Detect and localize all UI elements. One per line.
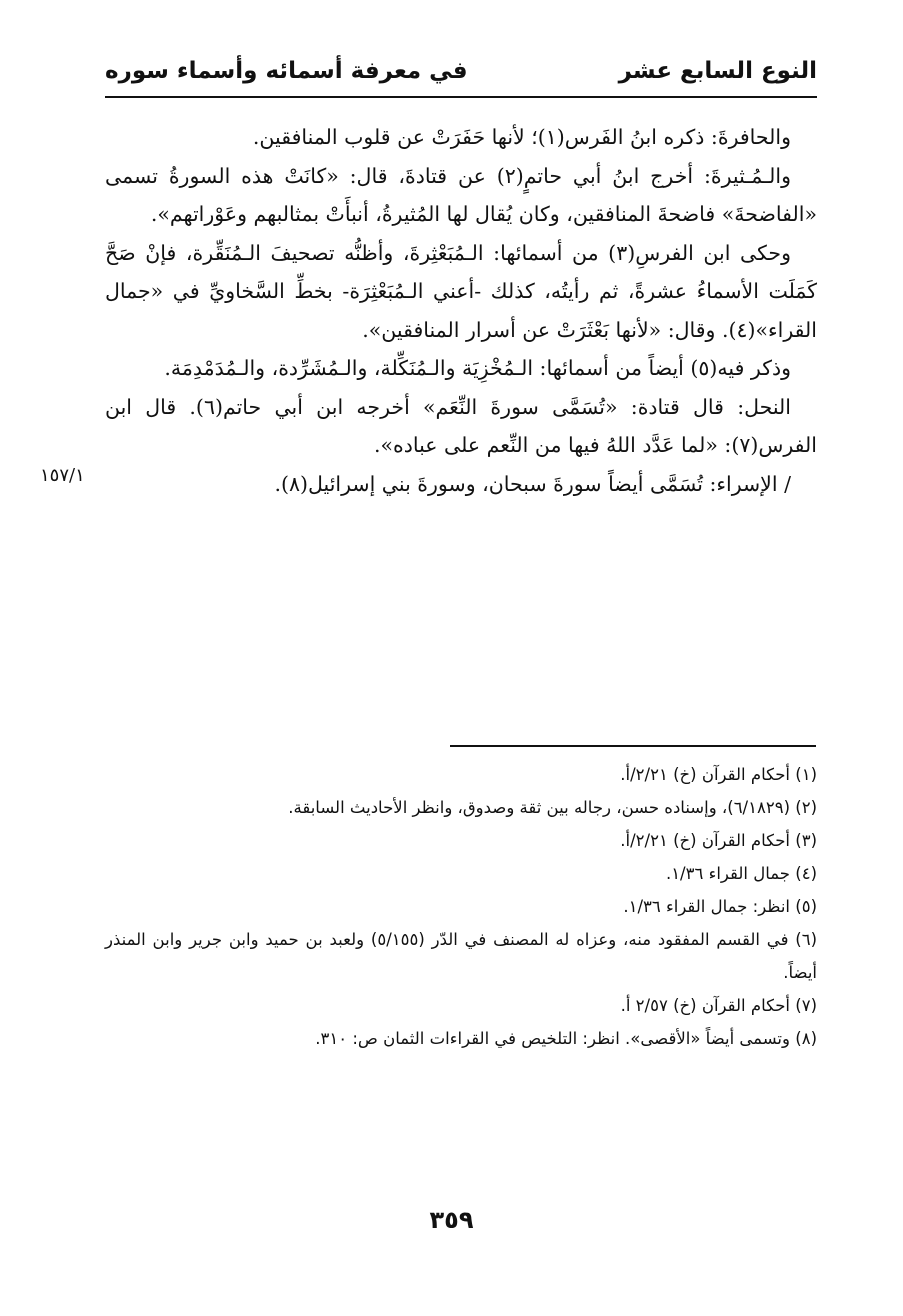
footnote-separator [450, 745, 816, 747]
paragraph-muthira: والـمُـثيرةَ: أخرج ابنُ أبي حاتمٍ(٢) عن قتادةَ، قال: «كانَتْ هذه السورةُ تسمى «الفاضحةَ» فاضحةَ المنافقين، وكان يُقال لها المُثيرةُ، أنبأَتْ بمثالبهم وعَوْراتهم». [105, 163, 817, 226]
footnote-7: (٧) أحكام القرآن (خ) ٢/٥٧ أ. [620, 996, 817, 1015]
manuscript-folio-ref: ١٥٧/١ [40, 464, 85, 486]
footnote-8: (٨) وتسمى أيضاً «الأقصى». انظر: التلخيص في القراءات الثمان ص: ٣١٠. [315, 1029, 817, 1048]
footnotes [105, 758, 817, 1055]
paragraph-nahl: النحل: قال قتادة: «تُسَمَّى سورةَ النِّعَم» أخرجه ابن أبي حاتم(٦). قال ابن الفرس(٧): «لما عَدَّد اللهُ فيها من النِّعم على عباده». [105, 394, 817, 457]
page-number: ٣٥٩ [429, 1206, 474, 1234]
paragraph-hafira: والحافرةَ: ذكره ابنُ الفَرس(١)؛ لأنها حَفَرَتْ عن قلوب المنافقين. [252, 125, 791, 149]
footnote-3: (٣) أحكام القرآن (خ) ٢/٢١/أ. [620, 831, 817, 850]
section-title: في معرفة أسمائه وأسماء سوره [105, 58, 468, 84]
footnote-5: (٥) انظر: جمال القراء ١/٣٦. [623, 897, 817, 916]
running-header [105, 52, 817, 98]
paragraph-isra-block [40, 464, 817, 504]
paragraph-isra: / الإسراء: تُسَمَّى أيضاً سورةَ سبحان، وسورةَ بني إسرائيل(٨). [274, 471, 791, 496]
paragraph-mubathira: وحكى ابن الفرسِ(٣) من أسمائها: الـمُبَعْثِرةَ، وأظنُّه تصحيفَ الـمُنَقِّرة، فإنْ صَحَّ كَمَلَت الأسماءُ عشرةً، ثم رأيتُه، كذلك -أعني الـمُبَعْثِرَة- بخطِّ السَّخاويِّ في «جمال القراء»(٤). وقال: «لأنها بَعْثَرَتْ عن أسرار المنافقين». [105, 240, 817, 342]
paragraph-other-names: وذكر فيه(٥) أيضاً من أسمائها: الـمُخْزِيَة والـمُنَكِّلة، والـمُشَرِّدة، والـمُدَمْدِمَة. [164, 356, 791, 380]
footnote-2: (٢) (٦/١٨٢٩)، وإسناده حسن، رجاله بين ثقة وصدوق، وانظر الأحاديث السابقة. [288, 798, 817, 817]
footnote-6: (٦) في القسم المفقود منه، وعزاه له المصنف في الدّر (٥/١٥٥) ولعبد بن حميد وابن جرير وابن المنذر أيضاً. [105, 930, 818, 982]
footnote-4: (٤) جمال القراء ١/٣٦. [665, 864, 817, 883]
chapter-title: النوع السابع عشر [618, 58, 817, 84]
main-text [40, 118, 817, 503]
footnote-1: (١) أحكام القرآن (خ) ٢/٢١/أ. [620, 765, 817, 784]
